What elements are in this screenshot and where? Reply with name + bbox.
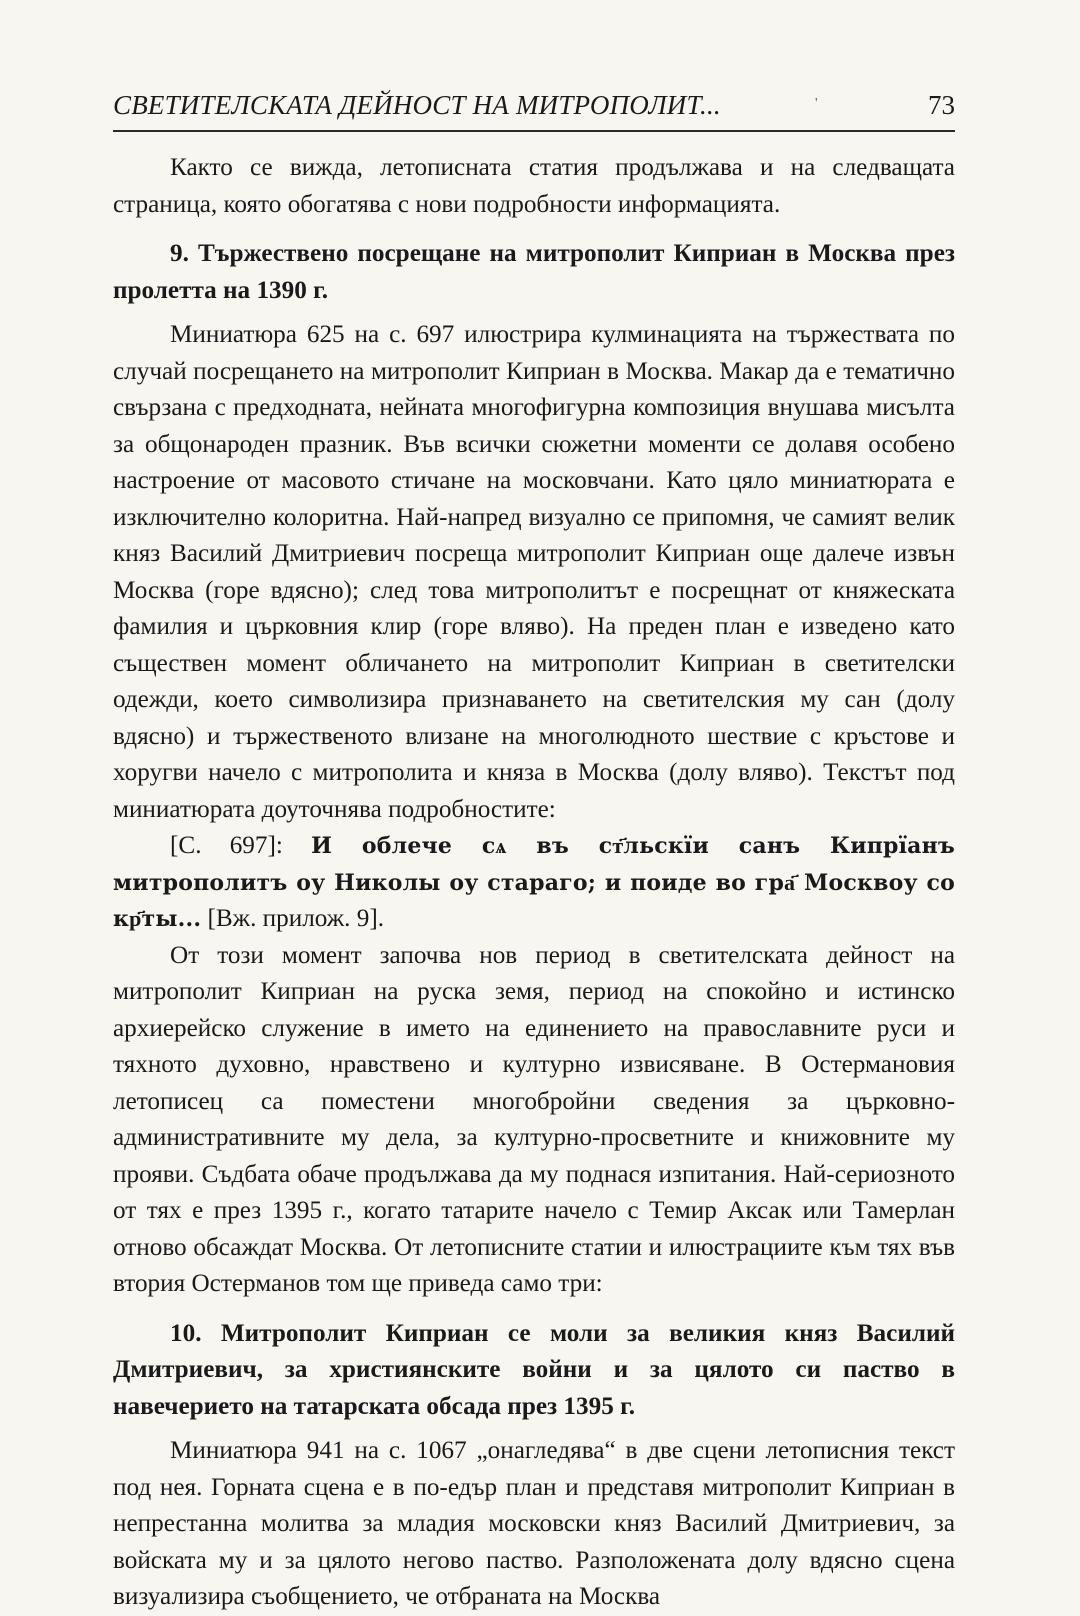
page-number: 73 [928,90,955,120]
paragraph-miniature-625: Миниатюра 625 на с. 697 илюстрира кулминацията на тържествата по случай посрещането на митрополит Киприан в Москва. Макар да е тематично свързана с предходната, нейната многофигурна композиция внушава мисълта за общонароден празник. Във всички сюжетни моменти се долавя особено настроение от масовото стичане на московчани. Като цяло миниатюрата е изключително колоритна. Най-напред визуално се припомня, че самият велик княз Василий Дмитриевич посреща митрополит Киприан още далече извън Москва (горе вдясно); след това митрополитът е посрещнат от княжеската фамилия и църковния клир (горе вляво). На преден план е изведено като съществен момент обличането на митрополит Киприан в светителски одежди, което символизира признаването на светителския му сан (долу вдясно) и тържественото влизане на многолюдното шествие с кръстове и хоругви начело с митрополита и княза в Москва (долу вляво). Текстът под миниатюрата доуточнява подробностите: [113,321,955,823]
main-text [113,150,955,1616]
quote-appendix-reference: [Вж. прилож. 9]. [201,905,385,932]
paragraph-miniature-941: Миниатюра 941 на с. 1067 „онагледява“ в две сцени летописния текст под нея. Горната сцена е в по-едър план и представя митрополит Киприан в непрестанна молитва за младия московски княз Василий Дмитриевич, за войската му и за цялото негово паство. Разположената долу вдясно сцена визуализира съобщението, че отбраната на Москва [113,1437,955,1610]
quote-reference: [С. 697]: [170,832,312,859]
paragraph-new-period: От този момент започва нов период в светителската дейност на митрополит Киприан на руска земя, период на спокойно и истинско архиерейско служение в името на единението на православните руси и тяхното духовно, нравствено и културно извисяване. В Остермановия летописец са поместени многобройни сведения за църковно-административните му дела, за културно-просветните и книжовните му прояви. Съдбата обаче продължава да му поднася изпитания. Най-сериозното от тях е през 1395 г., когато татарите начело с Темир Аксак или Тамерлан отново обсаждат Москва. От летописните статии и илюстрациите към тях във втория Остерманов том ще приведа само три: [113,941,955,1297]
paragraph-intro: Както се вижда, летописната статия продължава и на следващата страница, която обогатява с нови подробности информацията. [113,154,955,218]
section-heading-9: 9. Тържествено посрещане на митрополит Киприан в Москва през пролетта на 1390 г. [113,240,955,304]
section-heading-10: 10. Митрополит Киприан се моли за великия княз Василий Дмитриевич, за християнските войни и за цялото си паство в навечерието на татарската обсада през 1395 г. [113,1319,955,1420]
quote-slavonic-text: И облече сѧ въ ст҃льскїи санъ Кипрїанъ митрополитъ оу Николы оу стараго; и поиде во гра҃ Москвоу со кр҃ты... [113,833,955,932]
running-title: СВЕТИТЕЛСКАТА ДЕЙНОСТ НА МИТРОПОЛИТ... [113,90,721,120]
printing-tick-mark: ' [815,96,818,111]
slavonic-quote [113,828,955,938]
page-header [113,86,955,132]
